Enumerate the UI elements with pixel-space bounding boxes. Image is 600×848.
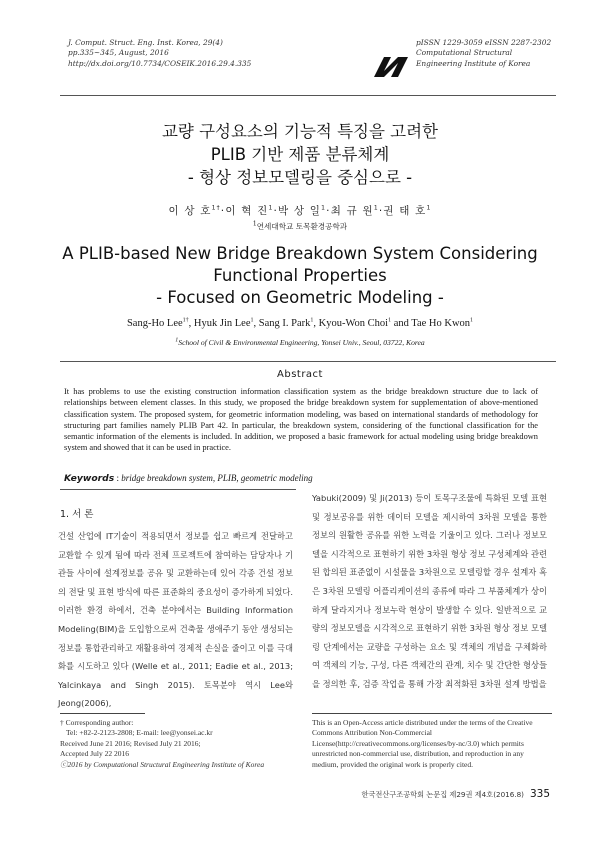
author-name: Sang I. Park (258, 318, 311, 329)
english-title-line: Functional Properties (213, 266, 387, 285)
page-number: 335 (529, 788, 550, 800)
dates-line: Accepted July 22 2016 (60, 749, 129, 759)
keywords-value: bridge breakdown system, PLIB, geometric modeling (121, 473, 313, 483)
page-footer (320, 788, 550, 800)
journal-issue: 한국전산구조공학회 논문집 제29권 제4호(2016.8) (361, 790, 524, 799)
korean-title-line: 교량 구성요소의 기능적 특징을 고려한 (161, 122, 438, 141)
affiliation-text: School of Civil & Environmental Engineering, Yonsei Univ., Seoul, 03722, Korea (178, 338, 425, 347)
author-mark: 1 (388, 317, 392, 324)
citation-line: pp.335~345, August, 2016 (68, 48, 169, 58)
english-affiliation (40, 338, 560, 347)
author-mark: 1 (310, 317, 314, 324)
author-mark: 1 (250, 317, 254, 324)
contact-line: Tel: +82-2-2123-2808; E-mail: lee@yonsei.ac.kr (66, 728, 213, 738)
author-separator: · (378, 205, 384, 217)
publisher-line: Engineering Institute of Korea (416, 58, 531, 68)
corresponding-footnote (60, 718, 300, 770)
body-column-right: Yabuki(2009) 및 Ji(2013) 등이 토목구조물에 특화된 모델 표현 및 정보공유를 위한 데이터 모델을 제시하여 3차원 모델을 통한 정보의 원활한 공유를 위한 노력을 기울이고 있다. 그러나 정보모델을 시각적으로 표현하기 위한 3차원 형상 정보 구성체계와 관련된 합의된 표준없이 시설물을 3차원으로 모델링할 경우 설계자 혹은 3차원 모델링 어플리케이션의 종류에 따라 그 부품체계가 상이하게 달라지거나 정보누락 현상이 발생할 수 있다. 일반적으로 교량의 정보모델을 시각적으로 표현하기 위한 3차원 형상 정보 모델링 단계에서는 교량을 구성하는 요소 및 객체의 개념을 구체화하여 객체의 기능, 구성, 다른 객체간의 관계, 치수 및 간단한 형상들을 정의한 후, 검증 작업을 통해 가장 최적화된 3차원 설계 방법을 (312, 493, 547, 689)
author-name: 이 혁 진 (225, 205, 269, 217)
author-separator: , (188, 318, 194, 329)
author-name: 권 태 호 (383, 205, 427, 217)
keywords-separator: : (114, 473, 122, 483)
footnote-line: † Corresponding author: (60, 718, 134, 727)
author-mark: 1 (426, 204, 432, 212)
keywords-label: Keywords (64, 473, 115, 484)
author-name: 박 상 일 (278, 205, 322, 217)
korean-authors (60, 203, 540, 218)
author-separator: , (313, 318, 319, 329)
body-column-left: 건설 산업에 IT기술이 적용되면서 정보를 쉽고 빠르게 전달하고 교환할 수 있게 됨에 따라 전체 프로젝트에 참여하는 담당자나 기관들 사이에 설계정보를 공유 및 교환하는데 있어 각종 건설 정보의 전달 및 표현 방식에 따른 표준화의 중요성이 증가하게 되었다. 이러한 환경 하에서, 건축 분야에서는 Building Information Modeling(BIM)을 도입함으로써 건축물 생애주기 동안 생성되는 정보를 통합관리하고 재활용하여 경제적 손실을 줄이고 이를 극대화를 시도하고 있다 (Welle et al., 2011; Eadie et al., 2013; Yalcinkaya and Singh 2015). 토목분야 역시 Lee와 Jeong(2006), (58, 531, 293, 709)
abstract-top-rule (60, 361, 556, 362)
korean-title-line: PLIB 기반 제품 분류체계 (210, 145, 390, 164)
author-mark: 1 (321, 204, 327, 212)
author-name: 최 규 원 (330, 205, 374, 217)
author-mark: 1† (211, 204, 221, 212)
copyright-line: ⓒ2016 by Computational Structural Engineering Institute of Korea (60, 759, 265, 769)
open-access-notice: This is an Open-Access article distributed under the terms of the Creative Commons Attribution Non-Commercial License(http://creativecommons.org/licenses/by-nc/3.0) which permits unrestricted non-commercial use, distribution, and reproduction in any medium, provided the original work is properly cited. (312, 718, 533, 769)
dates-line: Received June 21 2016; Revised July 21 2016; (60, 738, 201, 748)
author-mark: 1 (470, 317, 474, 324)
keywords (64, 473, 538, 484)
author-mark: 1 (373, 204, 379, 212)
affiliation-mark: 1 (175, 337, 179, 344)
author-separator: and (391, 318, 412, 329)
citation-line: J. Comput. Struct. Eng. Inst. Korea, 29(4) (68, 38, 223, 47)
license-rule (312, 713, 552, 714)
author-name: Sang-Ho Lee (126, 318, 183, 329)
korean-title (60, 120, 540, 189)
author-mark: 1 (268, 204, 274, 212)
abstract-heading: Abstract (277, 369, 323, 380)
section-heading: 1. 서 론 (60, 509, 94, 520)
doi-link[interactable]: http://dx.doi.org/10.7734/COSEIK.2016.29.4.335 (68, 58, 252, 68)
journal-logo-icon (372, 55, 410, 79)
abstract-text: It has problems to use the existing construction information classification system as the bridge breakdown structure due to lack of relationships between element classes. In this study, we proposed the bridge breakdown system for supplementation of above-mentioned classification system. The proposed system, for geometric information modeling, was based on international standards of methodology for structuring part families namely PLIB Part 42. In particular, the breakdown system, considering of the functional classification for the semantic information of the elements is included. In addition, we proposed a basic framework for actual modeling using bridge breakdown system and showed that it can be used in practice. (64, 387, 538, 453)
author-name: Hyuk Jin Lee (193, 318, 251, 329)
issn-block (416, 38, 586, 69)
affiliation-mark: 1 (252, 220, 257, 228)
english-authors (40, 318, 560, 329)
author-separator: · (220, 205, 226, 217)
korean-affiliation (60, 221, 540, 232)
author-separator: · (326, 205, 331, 217)
korean-title-line: - 형상 정보모델링을 중심으로 - (187, 168, 413, 187)
publisher-line: Computational Structural (416, 48, 513, 58)
header-rule (60, 95, 556, 96)
author-name: Tae Ho Kwon (411, 318, 471, 329)
author-name: 이 상 호 (168, 205, 212, 217)
journal-citation (68, 38, 328, 69)
author-name: Kyou-Won Choi (318, 318, 389, 329)
affiliation-text: 연세대학교 토목환경공학과 (256, 222, 348, 231)
section-top-rule (60, 489, 296, 490)
issn-line: pISSN 1229-3059 eISSN 2287-2302 (416, 38, 552, 47)
english-title-line: A PLIB-based New Bridge Breakdown System Considering (62, 244, 538, 263)
author-separator: , (253, 318, 259, 329)
author-mark: 1† (182, 317, 189, 324)
english-title (40, 243, 560, 309)
english-title-line: - Focused on Geometric Modeling - (156, 288, 444, 307)
author-separator: · (273, 205, 279, 217)
footnote-rule (60, 713, 145, 714)
